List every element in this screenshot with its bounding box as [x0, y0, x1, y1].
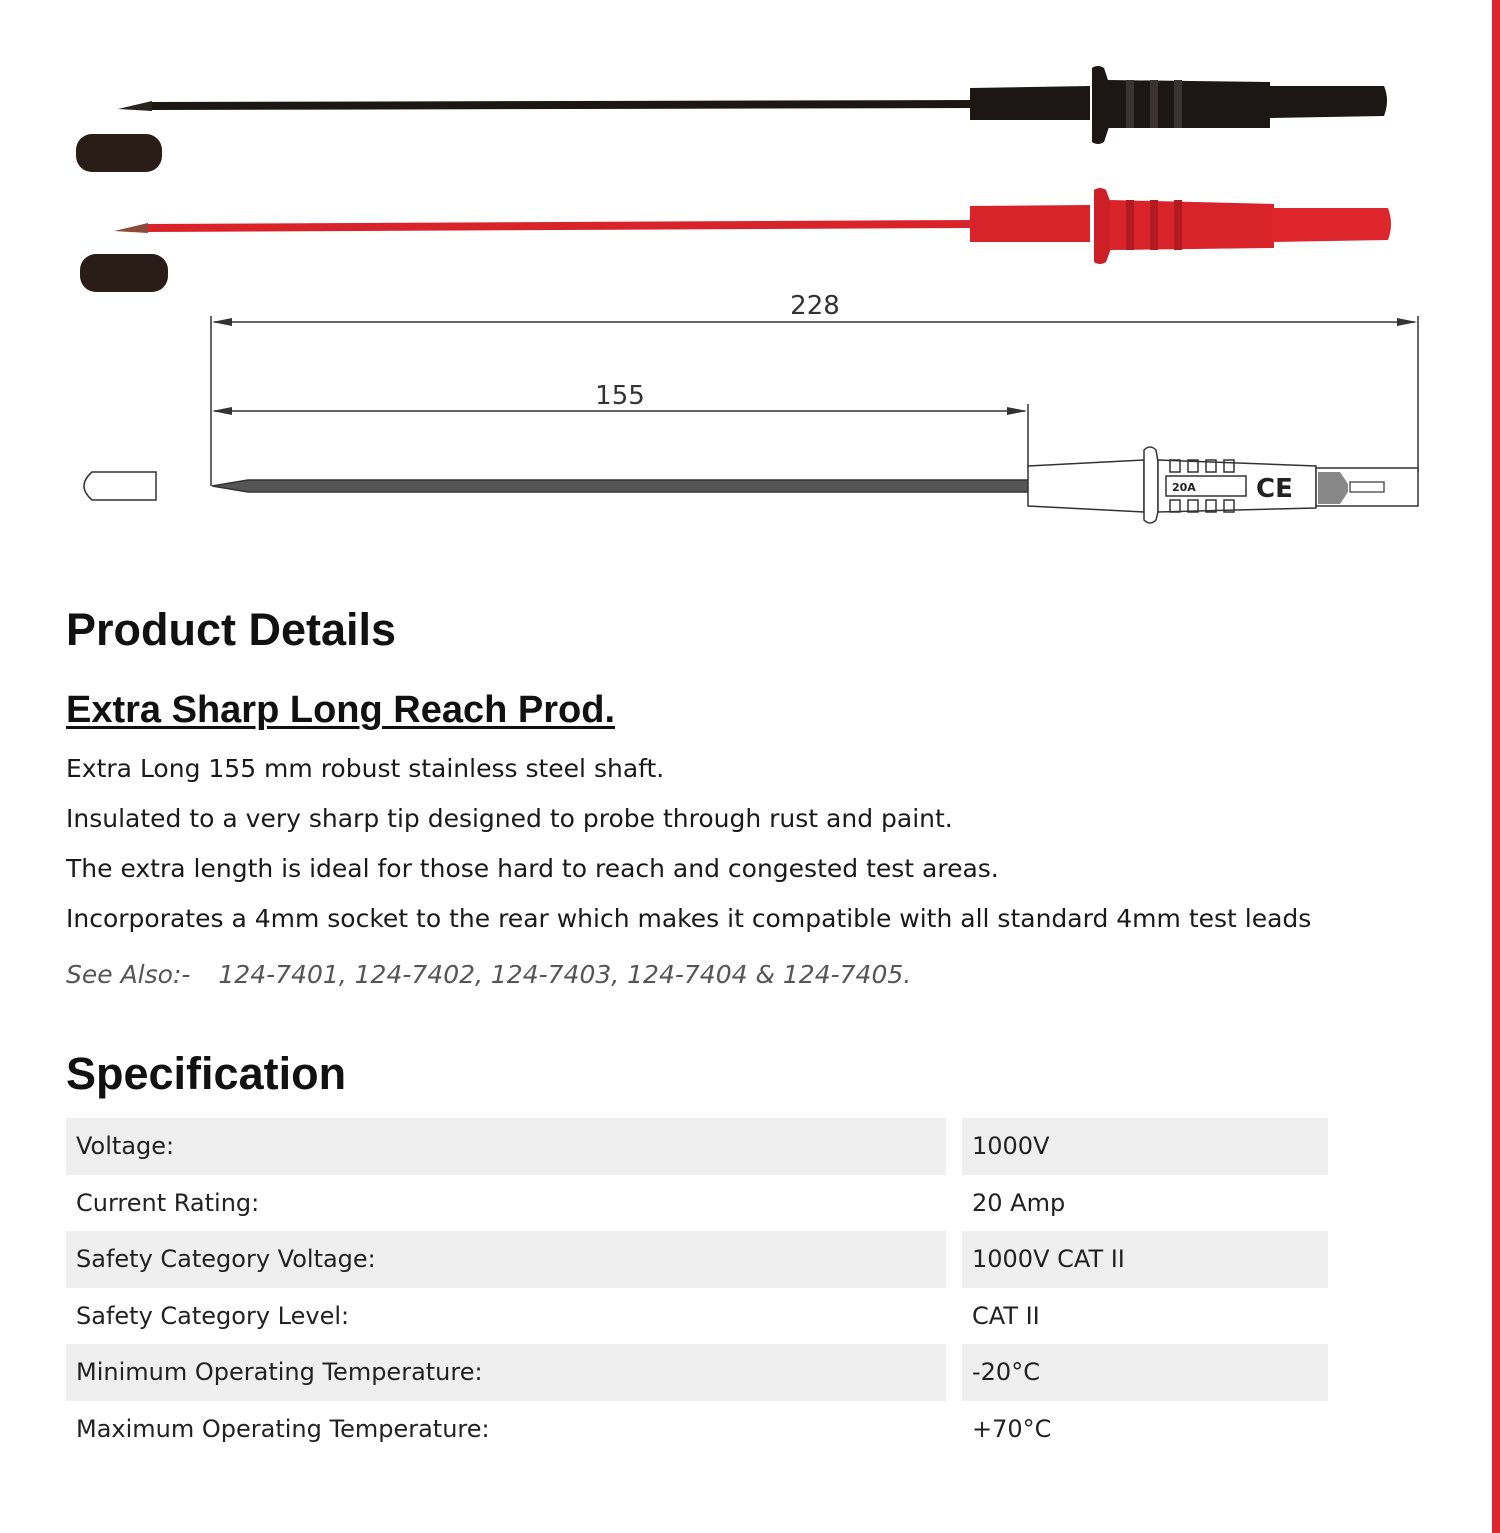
specification-heading: Specification	[66, 1048, 347, 1099]
red-probe-grip	[1110, 200, 1274, 250]
outline-shaft	[212, 480, 1028, 492]
dimension-total-label: 228	[790, 291, 840, 321]
spec-value: 20 Amp	[972, 1188, 1066, 1217]
black-probe	[118, 66, 1387, 144]
red-grip-ridge	[1126, 200, 1134, 250]
see-also-label: See Also:-	[66, 960, 191, 989]
spec-value: 1000V	[962, 1118, 1328, 1175]
red-probe-socket	[1272, 208, 1391, 242]
red-grip-ridge	[1174, 200, 1182, 250]
outline-current-mark: 20A	[1172, 481, 1196, 494]
outline-ce-mark: CE	[1256, 474, 1293, 504]
spec-label: Voltage:	[66, 1118, 946, 1175]
red-probe-guard	[1094, 188, 1112, 264]
outline-tip-cap	[84, 472, 156, 500]
table-row	[66, 1231, 1332, 1288]
feature-line: Incorporates a 4mm socket to the rear which makes it compatible with all standard 4mm test leads	[66, 904, 1312, 933]
dimension-lines	[211, 316, 1418, 486]
black-grip-ridge	[1126, 80, 1134, 128]
dimension-arrows	[212, 318, 1417, 415]
spec-value: 1000V CAT II	[962, 1231, 1328, 1288]
product-feature-lines	[66, 744, 1446, 944]
specification-table	[66, 1118, 1332, 1457]
red-probe-shaft	[146, 224, 975, 228]
spec-label: Safety Category Voltage:	[66, 1231, 946, 1288]
product-subheading: Extra Sharp Long Reach Prod.	[66, 689, 615, 731]
spec-label: Maximum Operating Temperature:	[76, 1414, 490, 1443]
outline-socket-slot	[1350, 482, 1384, 492]
spec-value: +70°C	[972, 1414, 1052, 1443]
product-details-heading: Product Details	[66, 604, 397, 655]
black-grip-ridge	[1150, 80, 1158, 128]
spec-value: -20°C	[962, 1344, 1328, 1401]
red-probe	[114, 188, 1391, 264]
black-probe-tip	[118, 101, 152, 111]
content	[66, 600, 1446, 1457]
black-tip-cap	[76, 134, 162, 172]
probe-illustration	[0, 0, 1500, 560]
black-probe-handle	[970, 86, 1090, 120]
table-row	[66, 1401, 1332, 1458]
red-probe-handle	[970, 205, 1090, 242]
feature-line: Insulated to a very sharp tip designed to probe through rust and paint.	[66, 804, 953, 833]
spec-label: Safety Category Level:	[76, 1301, 350, 1330]
black-probe-shaft	[150, 104, 975, 106]
see-also-codes: 124-7401, 124-7402, 124-7403, 124-7404 & 124-7405.	[218, 960, 912, 989]
spec-value: CAT II	[972, 1301, 1040, 1330]
probe-outline-drawing	[212, 447, 1418, 523]
black-grip-ridge	[1174, 80, 1182, 128]
outline-guard	[1144, 447, 1158, 523]
table-row	[66, 1175, 1332, 1232]
dimension-shaft-label: 155	[595, 381, 645, 411]
table-row	[66, 1344, 1332, 1401]
black-probe-guard	[1092, 66, 1110, 144]
black-probe-socket	[1268, 86, 1387, 118]
see-also	[66, 950, 1446, 1000]
table-row	[66, 1118, 1332, 1175]
feature-line: Extra Long 155 mm robust stainless steel shaft.	[66, 754, 665, 783]
outline-handle	[1028, 460, 1144, 512]
red-tip-cap	[80, 254, 168, 292]
red-grip-ridge	[1150, 200, 1158, 250]
spec-label: Minimum Operating Temperature:	[66, 1344, 946, 1401]
table-row	[66, 1288, 1332, 1345]
feature-line: The extra length is ideal for those hard to reach and congested test areas.	[66, 854, 999, 883]
red-probe-tip	[114, 223, 148, 233]
spec-label: Current Rating:	[76, 1188, 260, 1217]
